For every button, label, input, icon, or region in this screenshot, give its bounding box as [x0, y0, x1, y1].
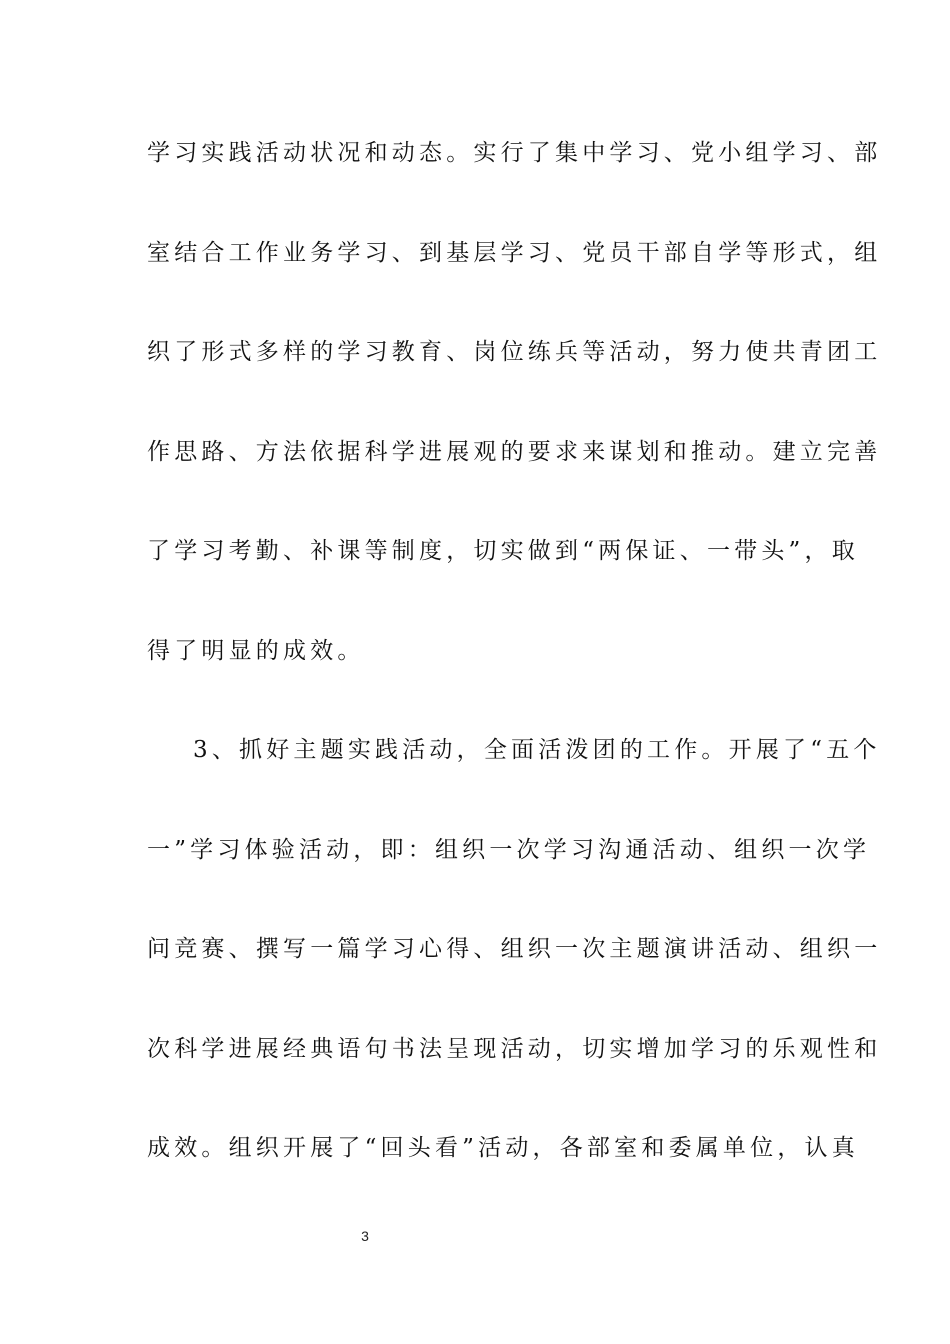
text-line-3: 织了形式多样的学习教育、岗位练兵等活动，努力使共青团工 [147, 339, 882, 365]
text-line-8: 一”学习体验活动，即：组织一次学习沟通活动、组织一次学 [147, 836, 871, 863]
body-text [147, 128, 882, 1223]
text-line-9: 问竞赛、撰写一篇学习心得、组织一次主题演讲活动、组织一 [147, 936, 882, 962]
text-line-4: 作思路、方法依据科学进展观的要求来谋划和推动。建立完善 [147, 438, 882, 465]
text-line-5: 了学习考勤、补课等制度，切实做到“两保证、一带头”，取 [147, 538, 859, 564]
text-line-7-paragraph-start: 3、抓好主题实践活动，全面活泼团的工作。开展了“五个 [193, 737, 881, 763]
text-line-11: 成效。组织开展了“回头看”活动，各部室和委属单位，认真 [147, 1135, 859, 1161]
text-line-10: 次科学进展经典语句书法呈现活动，切实增加学习的乐观性和 [147, 1035, 882, 1062]
page-number: 3 [361, 1228, 369, 1244]
text-line-6: 得了明显的成效。 [147, 637, 365, 664]
text-line-1: 学习实践活动状况和动态。实行了集中学习、党小组学习、部 [147, 140, 882, 166]
text-line-2: 室结合工作业务学习、到基层学习、党员干部自学等形式，组 [147, 239, 882, 266]
